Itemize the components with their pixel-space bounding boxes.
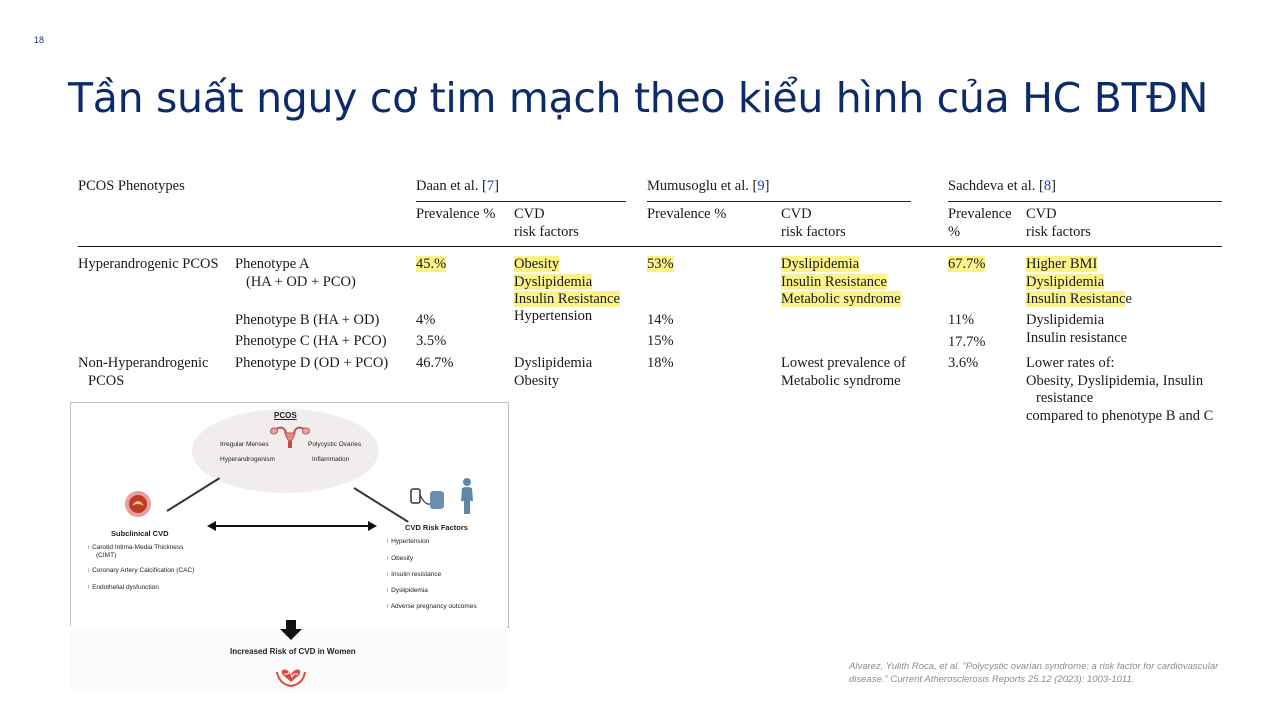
uterus-icon bbox=[270, 423, 310, 449]
pcos-cvd-figure bbox=[70, 402, 509, 628]
daan-prevalence-d: 46.7% bbox=[416, 355, 454, 371]
figure-outcome-area bbox=[70, 626, 507, 690]
header-study-sachdeva: Sachdeva et al. [8] bbox=[948, 178, 1056, 194]
daan-cvd-a-hypertension: Hypertension bbox=[514, 308, 593, 324]
connector-line bbox=[166, 477, 220, 512]
figure-pcos-item: Hyperandrogenism bbox=[220, 456, 275, 463]
sachdeva-prevalence-a: 67.7% bbox=[948, 256, 986, 272]
double-arrow-icon bbox=[207, 520, 377, 532]
daan-cvd-d: Dyslipidemia Obesity bbox=[514, 355, 593, 389]
phenotype-d-label: Phenotype D (OD + PCO) bbox=[235, 355, 389, 371]
heart-in-hands-icon bbox=[275, 660, 307, 688]
reference-link[interactable]: 7 bbox=[486, 178, 495, 194]
subheader-cvd: CVD risk factors bbox=[781, 206, 846, 240]
artery-cross-section-icon bbox=[123, 489, 153, 519]
header-study-daan: Daan et al. [7] bbox=[416, 178, 499, 194]
risk-factor-item: ↑ Dyslipidemia bbox=[386, 587, 428, 594]
mumusoglu-prevalence-b: 14% bbox=[647, 312, 674, 328]
subclinical-cvd-title: Subclinical CVD bbox=[111, 529, 169, 538]
sachdeva-prevalence-c: 17.7% bbox=[948, 334, 986, 350]
figure-pcos-item: Inflammation bbox=[312, 456, 350, 463]
group-hyperandrogenic: Hyperandrogenic PCOS bbox=[78, 256, 219, 272]
header-study-mumusoglu: Mumusoglu et al. [9] bbox=[647, 178, 770, 194]
mumusoglu-prevalence-d: 18% bbox=[647, 355, 674, 371]
header-pcos-phenotypes: PCOS Phenotypes bbox=[78, 178, 185, 194]
citation: Alvarez, Yulith Roca, et al. "Polycystic ovarian syndrome: a risk factor for cardiovascular disease." Current Atherosclerosis Reports 25.12 (2023): 1003-1011. bbox=[849, 661, 1219, 685]
person-silhouette-icon bbox=[457, 477, 479, 515]
mumusoglu-cvd-d: Lowest prevalence of Metabolic syndrome bbox=[781, 355, 906, 389]
reference-link[interactable]: 8 bbox=[1043, 178, 1052, 194]
subclinical-item: (CIMT) bbox=[96, 552, 117, 559]
daan-prevalence-a: 45.% bbox=[416, 256, 447, 272]
pcos-ellipse bbox=[192, 409, 379, 493]
blood-pressure-monitor-icon bbox=[408, 485, 448, 513]
phenotype-a-label: Phenotype A (HA + OD + PCO) bbox=[235, 256, 356, 290]
mumusoglu-prevalence-a: 53% bbox=[647, 256, 674, 272]
study-underline bbox=[647, 201, 911, 202]
sachdeva-prevalence-d: 3.6% bbox=[948, 355, 979, 371]
subclinical-item: ↑ Endothelial dysfunction bbox=[87, 584, 159, 591]
mumusoglu-cvd-a: Dyslipidemia Insulin Resistance Metabolic syndrome bbox=[781, 256, 901, 307]
risk-factor-item: ↑ Hypertension bbox=[386, 538, 430, 545]
subheader-prevalence: Prevalence % bbox=[948, 206, 1012, 240]
sachdeva-cvd-b: Dyslipidemia bbox=[1026, 312, 1105, 328]
study-underline bbox=[948, 201, 1222, 202]
header-rule bbox=[78, 246, 1222, 247]
daan-cvd-a: Obesity Dyslipidemia Insulin Resistance bbox=[514, 256, 620, 307]
cvd-risk-factors-title: CVD Risk Factors bbox=[405, 523, 468, 532]
risk-factor-item: ↑ Obesity bbox=[386, 555, 414, 562]
slide-number: 18 bbox=[34, 35, 45, 45]
daan-prevalence-c: 3.5% bbox=[416, 333, 447, 349]
daan-prevalence-b: 4% bbox=[416, 312, 436, 328]
down-arrow-icon bbox=[280, 620, 302, 640]
slide-title: Tần suất nguy cơ tim mạch theo kiểu hình của HC BTĐN bbox=[68, 74, 1209, 122]
subclinical-item: ↑ Coronary Artery Calcification (CAC) bbox=[87, 567, 195, 574]
phenotype-b-label: Phenotype B (HA + OD) bbox=[235, 312, 380, 328]
reference-link[interactable]: 9 bbox=[757, 178, 765, 194]
mumusoglu-prevalence-c: 15% bbox=[647, 333, 674, 349]
sachdeva-cvd-a: Higher BMI Dyslipidemia Insulin Resistance bbox=[1026, 256, 1132, 307]
figure-pcos-item: Irregular Menses bbox=[220, 441, 269, 448]
subheader-prevalence: Prevalence % bbox=[416, 206, 496, 222]
subclinical-item: ↑ Carotid Intima-Media Thickness bbox=[87, 544, 184, 551]
subheader-prevalence: Prevalence % bbox=[647, 206, 727, 222]
study-underline bbox=[416, 201, 626, 202]
connector-line bbox=[353, 487, 408, 523]
outcome-label: Increased Risk of CVD in Women bbox=[230, 647, 356, 656]
sachdeva-prevalence-b: 11% bbox=[948, 312, 975, 328]
sachdeva-cvd-d: Lower rates of: Obesity, Dyslipidemia, Insulin resistance compared to phenotype B and C bbox=[1026, 355, 1214, 424]
risk-factor-item: ↑ Insulin resistance bbox=[386, 571, 442, 578]
group-non-hyperandrogenic: Non-Hyperandrogenic PCOS bbox=[78, 355, 209, 389]
subheader-cvd: CVD risk factors bbox=[514, 206, 579, 240]
figure-pcos-title: PCOS bbox=[274, 411, 297, 420]
figure-pcos-item: Polycystic Ovaries bbox=[308, 441, 362, 448]
phenotype-c-label: Phenotype C (HA + PCO) bbox=[235, 333, 387, 349]
risk-factor-item: ↑ Adverse pregnancy outcomes bbox=[386, 603, 477, 610]
phenotype-cvd-table bbox=[78, 170, 1222, 432]
subheader-cvd: CVD risk factors bbox=[1026, 206, 1091, 240]
sachdeva-cvd-c: Insulin resistance bbox=[1026, 330, 1128, 346]
